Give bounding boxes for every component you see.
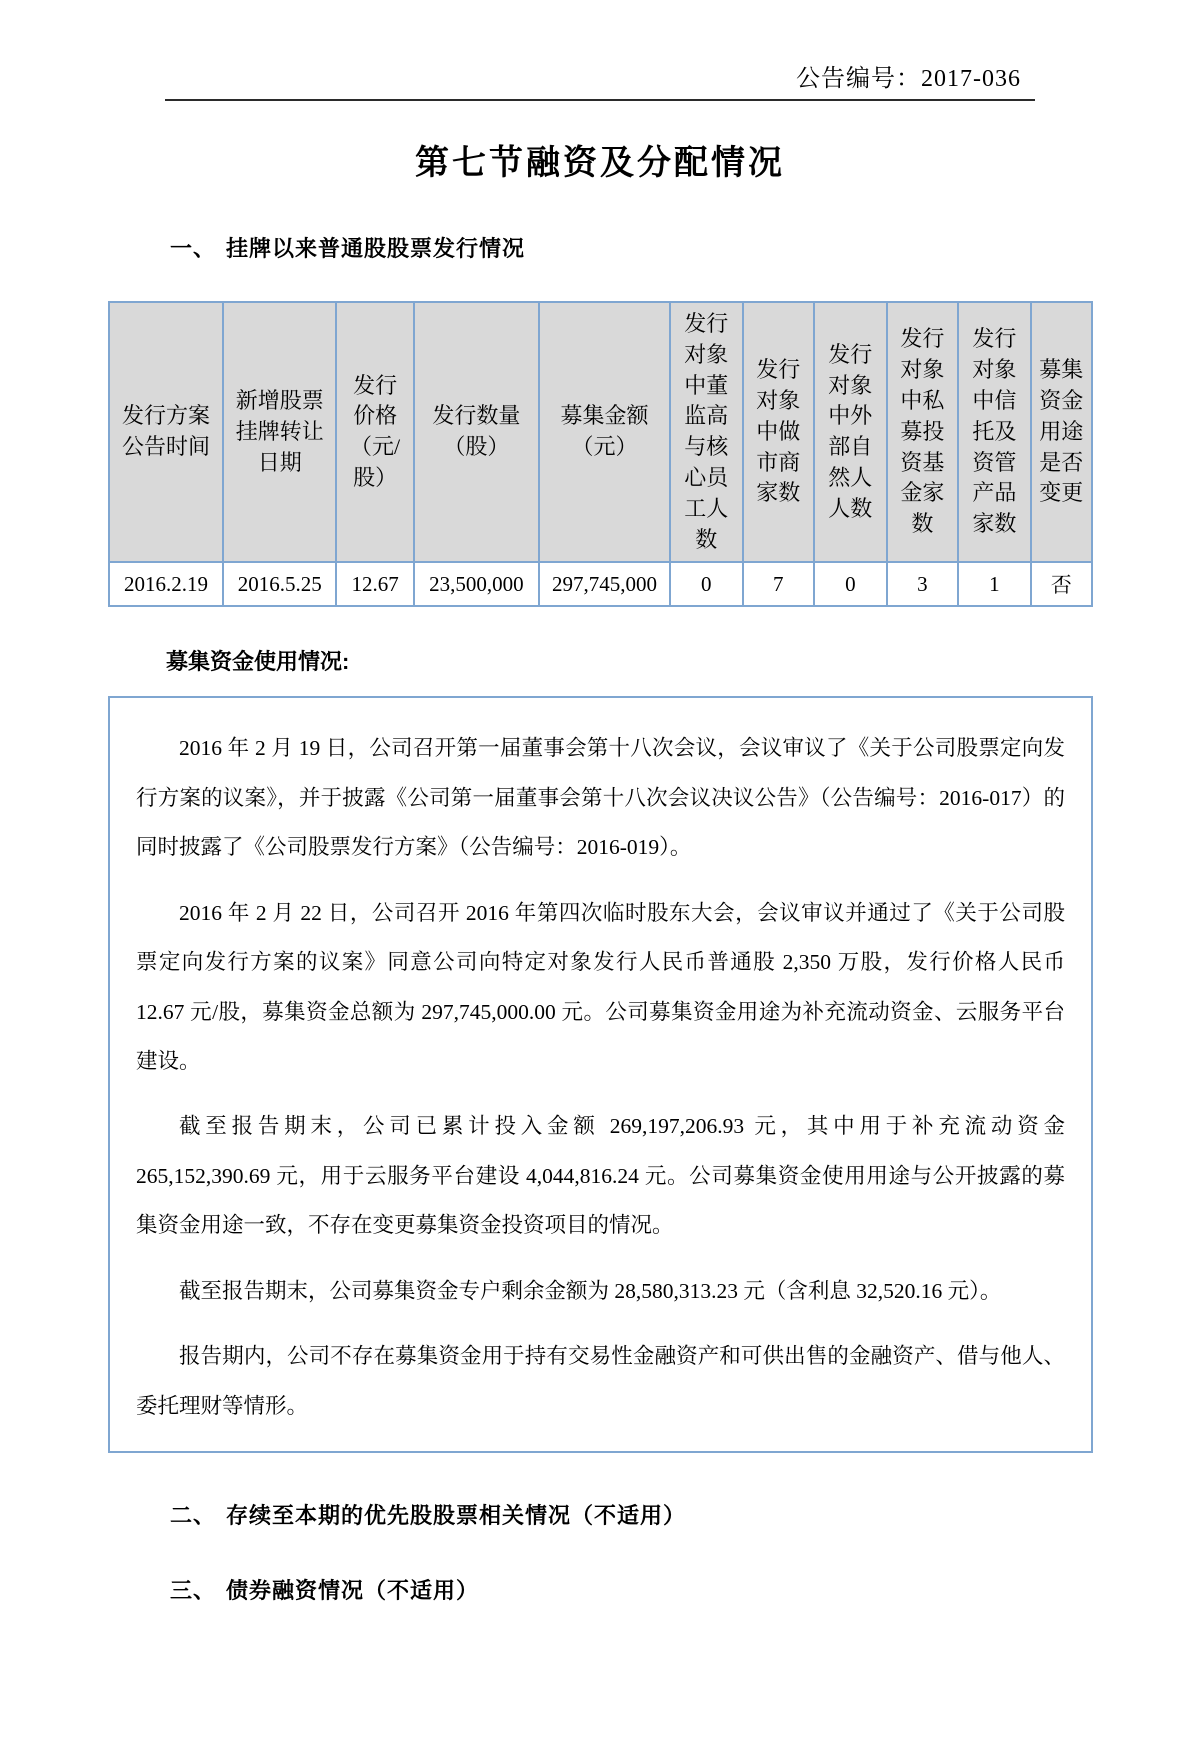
issuance-table-cell: 0 <box>814 562 886 606</box>
fund-usage-label: 募集资金使用情况: <box>166 649 350 675</box>
issuance-table <box>108 301 1093 607</box>
section-two-title: 存续至本期的优先股股票相关情况（不适用） <box>226 1503 687 1529</box>
issuance-table-row <box>109 562 1092 606</box>
issuance-table-header-cell: 新增股票挂牌转让日期 <box>223 302 336 562</box>
issuance-table-header-cell: 发行数量（股） <box>414 302 539 562</box>
section-one-number: 一、 <box>170 236 217 261</box>
issuance-table-header-cell: 募集资金用途是否变更 <box>1031 302 1092 562</box>
issuance-table-cell: 23,500,000 <box>414 562 539 606</box>
section-two-heading <box>170 1499 1200 1530</box>
section-one-title: 挂牌以来普通股股票发行情况 <box>226 236 526 261</box>
issuance-table-cell: 297,745,000 <box>539 562 670 606</box>
issuance-table-cell: 2016.5.25 <box>223 562 336 606</box>
issuance-table-header-cell: 发行对象中外部自然人人数 <box>814 302 886 562</box>
issuance-table-header-cell: 发行对象中私募投资基金家数 <box>887 302 959 562</box>
document-page <box>0 58 1200 1754</box>
issuance-table-cell: 3 <box>887 562 959 606</box>
issuance-table-cell: 1 <box>958 562 1030 606</box>
fund-usage-paragraph: 截至报告期末，公司已累计投入金额 269,197,206.93 元，其中用于补充流动资金 265,152,390.69 元，用于云服务平台建设 4,044,816.24 元。公司募集资金使用用途与公开披露的募集资金用途一致，不存在变更募集资金投资项目的情况。 <box>136 1114 1065 1238</box>
document-title: 第七节融资及分配情况 <box>415 144 785 182</box>
fund-usage-paragraph: 报告期内，公司不存在募集资金用于持有交易性金融资产和可供出售的金融资产、借与他人、委托理财等情形。 <box>136 1344 1065 1418</box>
issuance-table-header-cell: 发行对象中做市商家数 <box>743 302 815 562</box>
section-three-title: 债券融资情况（不适用） <box>226 1578 480 1604</box>
announcement-number: 公告编号：2017-036 <box>796 66 1021 92</box>
fund-usage-paragraph: 2016 年 2 月 22 日，公司召开 2016 年第四次临时股东大会，会议审议并通过了《关于公司股票定向发行方案的议案》同意公司向特定对象发行人民币普通股 2,350 万股，发行价格人民币 12.67 元/股，募集资金总额为 297,745,000.00 元。公司募集资金用途为补充流动资金、云服务平台建设。 <box>136 900 1065 1073</box>
issuance-table-header-cell: 发行对象中信托及资管产品家数 <box>958 302 1030 562</box>
issuance-table-cell: 2016.2.19 <box>109 562 223 606</box>
fund-usage-paragraph: 截至报告期末，公司募集资金专户剩余金额为 28,580,313.23 元（含利息 32,520.16 元）。 <box>179 1278 1002 1303</box>
section-three-heading <box>170 1574 1200 1605</box>
issuance-table-header-cell: 募集金额（元） <box>539 302 670 562</box>
section-three-number: 三、 <box>170 1578 217 1604</box>
issuance-table-header-cell: 发行对象中董监高与核心员工人数 <box>670 302 742 562</box>
issuance-table-header-cell: 发行价格（元/股） <box>336 302 414 562</box>
fund-usage-box <box>108 696 1093 1453</box>
doc-header <box>165 58 1035 101</box>
issuance-table-cell: 否 <box>1031 562 1092 606</box>
issuance-table-cell: 7 <box>743 562 815 606</box>
issuance-table-header-cell: 发行方案公告时间 <box>109 302 223 562</box>
issuance-table-cell: 12.67 <box>336 562 414 606</box>
issuance-table-cell: 0 <box>670 562 742 606</box>
issuance-table-head <box>109 302 1092 562</box>
issuance-table-body <box>109 562 1092 606</box>
issuance-table-header-row <box>109 302 1092 562</box>
section-one-heading <box>170 232 1200 263</box>
fund-usage-paragraph: 2016 年 2 月 19 日，公司召开第一届董事会第十八次会议，会议审议了《关于公司股票定向发行方案的议案》，并于披露《公司第一届董事会第十八次会议决议公告》（公告编号：2016-017）的同时披露了《公司股票发行方案》（公告编号：2016-019）。 <box>136 736 1065 860</box>
section-two-number: 二、 <box>170 1503 217 1529</box>
